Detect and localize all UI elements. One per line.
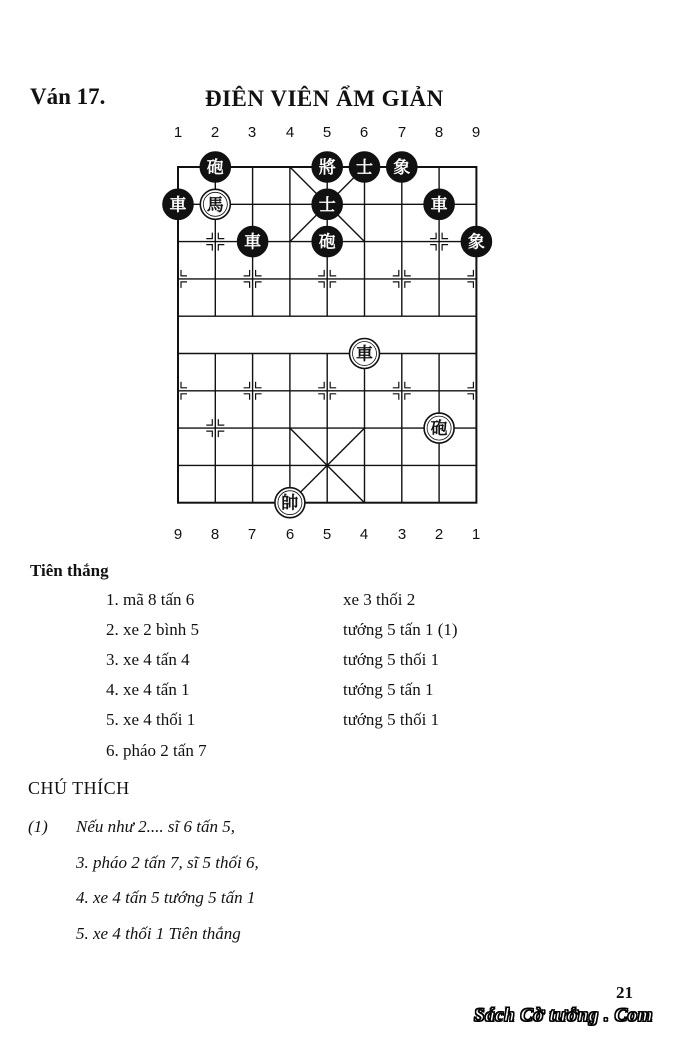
position-marker — [256, 270, 262, 276]
position-marker — [218, 233, 224, 239]
position-marker — [181, 382, 187, 388]
position-marker — [393, 382, 399, 388]
file-label: 1 — [471, 526, 481, 543]
position-marker — [256, 394, 262, 400]
piece-char: 車 — [430, 195, 448, 216]
position-marker — [206, 419, 212, 425]
file-label: 1 — [173, 124, 183, 141]
piece-char: 馬 — [206, 195, 224, 216]
file-label: 3 — [397, 526, 407, 543]
file-label: 4 — [285, 124, 295, 141]
note-line: 4. xe 4 tấn 5 tướng 5 tấn 1 — [76, 888, 256, 907]
move-black: tướng 5 tấn 1 (1) — [343, 620, 458, 639]
file-label: 6 — [285, 526, 295, 543]
file-label: 9 — [471, 124, 481, 141]
note-line: 3. pháo 2 tấn 7, sĩ 5 thối 6, — [76, 853, 259, 872]
note-line: Nếu như 2.... sĩ 6 tấn 5, — [76, 817, 235, 836]
position-marker — [244, 394, 250, 400]
position-marker — [430, 233, 436, 239]
piece-char: 士 — [356, 158, 373, 178]
file-label: 5 — [322, 124, 332, 141]
position-marker — [393, 270, 399, 276]
position-marker — [218, 431, 224, 437]
file-label: 2 — [434, 526, 444, 543]
move-red: 5. xe 4 thối 1 — [106, 710, 196, 729]
position-marker — [206, 431, 212, 437]
move-red: 4. xe 4 tấn 1 — [106, 680, 190, 699]
position-marker — [405, 270, 411, 276]
file-label: 9 — [173, 526, 183, 543]
file-label: 5 — [322, 526, 332, 543]
position-marker — [218, 419, 224, 425]
position-marker — [206, 245, 212, 251]
position-marker — [181, 282, 187, 288]
move-black: tướng 5 thối 1 — [343, 650, 440, 669]
position-marker — [318, 394, 324, 400]
position-marker — [467, 382, 473, 388]
position-marker — [467, 270, 473, 276]
position-marker — [318, 270, 324, 276]
position-marker — [256, 382, 262, 388]
move-red: 1. mã 8 tấn 6 — [106, 590, 195, 609]
game-title: ĐIÊN VIÊN ẨM GIẢN — [205, 86, 444, 111]
piece-char: 象 — [393, 158, 411, 178]
move-black: xe 3 thối 2 — [343, 590, 416, 609]
position-marker — [405, 382, 411, 388]
position-marker — [244, 282, 250, 288]
position-marker — [393, 394, 399, 400]
position-marker — [405, 282, 411, 288]
piece-char: 帥 — [281, 493, 299, 514]
position-marker — [330, 394, 336, 400]
piece-char: 砲 — [206, 158, 224, 178]
move-red: 2. xe 2 bình 5 — [106, 620, 200, 639]
position-marker — [330, 270, 336, 276]
piece-char: 砲 — [430, 419, 448, 440]
solution-heading: Tiên thắng — [30, 561, 109, 580]
piece-char: 象 — [467, 232, 485, 253]
file-label: 7 — [247, 526, 257, 543]
file-label: 8 — [434, 124, 444, 141]
position-marker — [218, 245, 224, 251]
piece-char: 砲 — [318, 232, 336, 253]
file-label: 3 — [247, 124, 257, 141]
position-marker — [405, 394, 411, 400]
file-label: 8 — [210, 526, 220, 543]
position-marker — [256, 282, 262, 288]
move-black: tướng 5 tấn 1 — [343, 680, 434, 699]
position-marker — [467, 394, 473, 400]
position-marker — [318, 382, 324, 388]
position-marker — [442, 233, 448, 239]
position-marker — [430, 245, 436, 251]
note-line: 5. xe 4 thối 1 Tiên thắng — [76, 924, 241, 943]
file-label: 4 — [359, 526, 369, 543]
game-number: Ván 17. — [30, 84, 106, 109]
position-marker — [330, 282, 336, 288]
file-label: 6 — [359, 124, 369, 141]
position-marker — [181, 270, 187, 276]
piece-char: 將 — [318, 158, 336, 178]
piece-char: 車 — [169, 195, 187, 216]
site-watermark-logo: Sách Cờ tướng . Com — [474, 1005, 654, 1026]
piece-char: 車 — [356, 344, 373, 365]
move-black: tướng 5 thối 1 — [343, 710, 440, 729]
move-red: 6. pháo 2 tấn 7 — [106, 741, 207, 760]
file-label: 7 — [397, 124, 407, 141]
file-label: 2 — [210, 124, 220, 141]
note-marker: (1) — [28, 817, 48, 836]
page-number: 21 — [616, 983, 633, 1002]
piece-char: 車 — [244, 232, 262, 253]
position-marker — [393, 282, 399, 288]
position-marker — [206, 233, 212, 239]
position-marker — [244, 382, 250, 388]
position-marker — [181, 394, 187, 400]
position-marker — [330, 382, 336, 388]
position-marker — [318, 282, 324, 288]
position-marker — [244, 270, 250, 276]
move-red: 3. xe 4 tấn 4 — [106, 650, 190, 669]
piece-char: 士 — [318, 195, 336, 216]
position-marker — [442, 245, 448, 251]
notes-heading: CHÚ THÍCH — [28, 778, 130, 798]
position-marker — [467, 282, 473, 288]
